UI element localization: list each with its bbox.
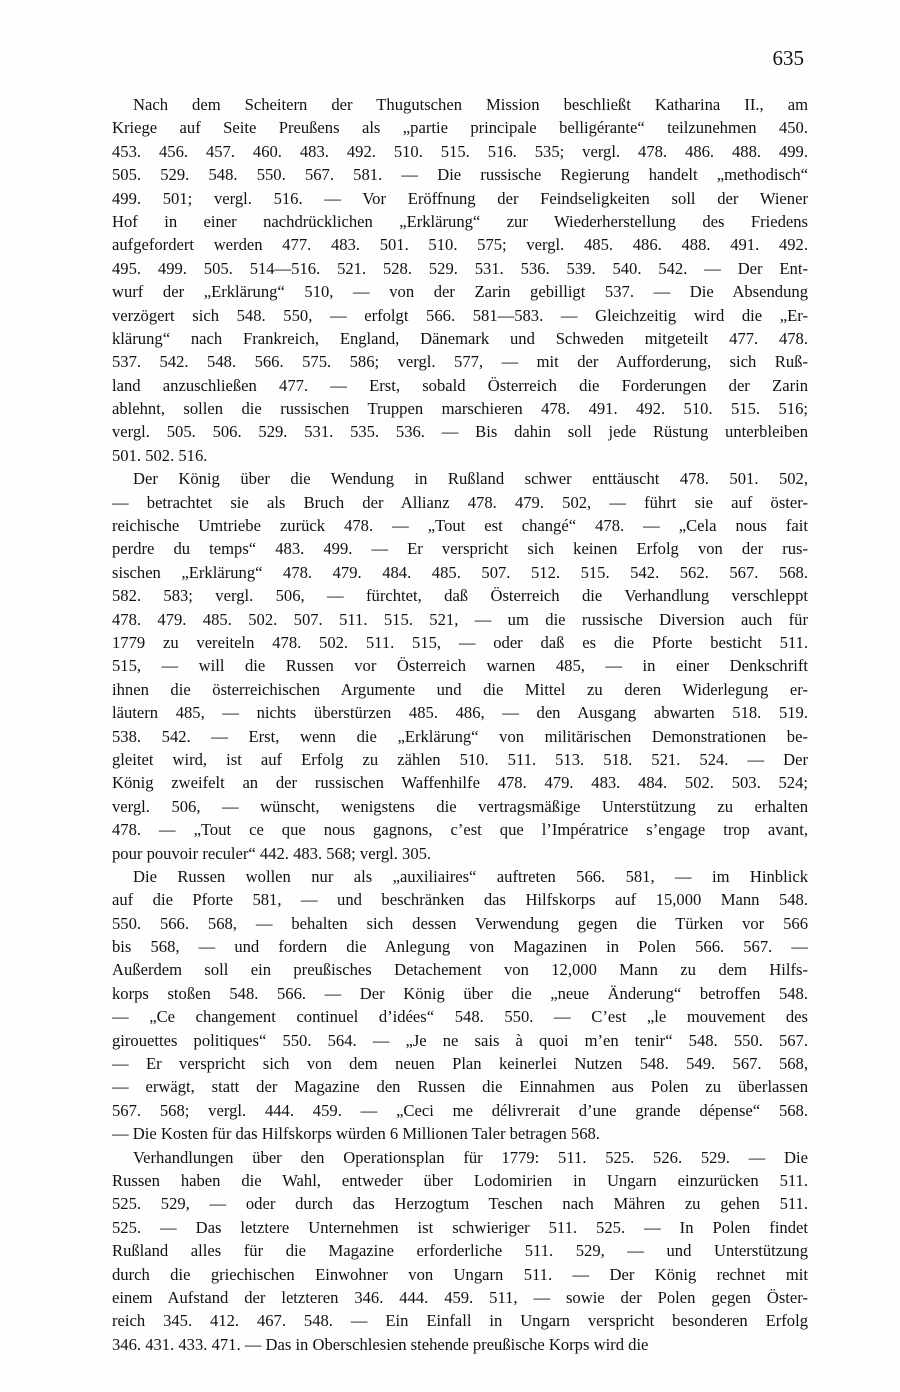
text-line: wurf der „Erklärung“ 510, — von der Zarin gebilligt 537. — Die Absendung [112, 282, 808, 302]
text-line: Hof in einer nachdrücklichen „Erklärung“ zur Wiederherstellung des Friedens [112, 211, 808, 231]
text-line: Verhandlungen über den Operationsplan für 1779: 511. 525. 526. 529. — Die [133, 1147, 808, 1167]
text-line: 515, — will die Russen vor Österreich warnen 485, — in einer Denkschrift [112, 656, 808, 676]
text-line: 505. 529. 548. 550. 567. 581. — Die russische Regierung handelt „methodisch“ [112, 165, 808, 185]
text-line: — erwägt, statt der Magazine den Russen die Einnahmen aus Polen zu überlassen [112, 1077, 808, 1097]
text-line: — Die Kosten für das Hilfskorps würden 6 Millionen Taler betragen 568. [112, 1124, 600, 1144]
text-line: — „Ce changement continuel d’idées“ 548. 550. — C’est „le mouvement des [112, 1007, 808, 1027]
text-line: 346. 431. 433. 471. — Das in Oberschlesien stehende preußische Korps wird die [112, 1334, 649, 1354]
text-line: läutern 485, — nichts überstürzen 485. 486, — den Ausgang abwarten 518. 519. [112, 703, 808, 723]
text-line: 582. 583; vergl. 506, — fürchtet, daß Österreich die Verhandlung verschleppt [112, 586, 808, 606]
text-line: König zweifelt an der russischen Waffenhilfe 478. 479. 483. 484. 502. 503. 524; [112, 773, 808, 793]
page-number: 635 [772, 46, 804, 70]
text-line: korps stoßen 548. 566. — Der König über die „neue Änderung“ betroffen 548. [112, 983, 808, 1003]
text-line: Die Russen wollen nur als „auxiliaires“ auftreten 566. 581, — im Hinblick [133, 866, 808, 886]
text-line: auf die Pforte 581, — und beschränken das Hilfskorps auf 15,000 Mann 548. [112, 890, 808, 910]
text-line: 495. 499. 505. 514—516. 521. 528. 529. 531. 536. 539. 540. 542. — Der Ent- [112, 258, 808, 278]
text-line: klärung“ nach Frankreich, England, Dänemark und Schweden mitgeteilt 477. 478. [112, 328, 808, 348]
text-line: 478. — „Tout ce que nous gagnons, c’est que l’Impératrice s’engage trop avant, [112, 820, 808, 840]
text-line: — betrachtet sie als Bruch der Allianz 478. 479. 502, — führt sie auf öster- [112, 492, 808, 512]
text-line: Russen haben die Wahl, entweder über Lodomirien in Ungarn einzurücken 511. [112, 1170, 808, 1190]
text-line: durch die griechischen Einwohner von Ungarn 511. — Der König rechnet mit [112, 1264, 808, 1284]
text-line: 567. 568; vergl. 444. 459. — „Ceci me délivrerait d’une grande dépense“ 568. [112, 1100, 808, 1120]
text-line: einem Aufstand der letzteren 346. 444. 459. 511, — sowie der Polen gegen Öster- [112, 1287, 808, 1307]
text-line: 538. 542. — Erst, wenn die „Erklärung“ von militärischen Demonstrationen be- [112, 726, 808, 746]
text-line: 550. 566. 568, — behalten sich dessen Verwendung gegen die Türken vor 566 [112, 913, 808, 933]
text-line: perdre du temps“ 483. 499. — Er verspricht sich keinen Erfolg von der rus- [112, 539, 808, 559]
text-line: 1779 zu vereiteln 478. 502. 511. 515, — oder daß es die Pforte besticht 511. [112, 632, 808, 652]
text-line: verzögert sich 548. 550, — erfolgt 566. 581—583. — Gleichzeitig wird die „Er- [112, 305, 808, 325]
text-line: gleitet wird, ist auf Erfolg zu zählen 510. 511. 513. 518. 521. 524. — Der [112, 749, 808, 769]
text-line: reichische Umtriebe zurück 478. — „Tout est changé“ 478. — „Cela nous fait [112, 516, 808, 536]
text-line: 525. 529, — oder durch das Herzogtum Teschen nach Mähren zu gehen 511. [112, 1194, 808, 1214]
text-line: girouettes politiques“ 550. 564. — „Je ne sais à quoi m’en tenir“ 548. 550. 567. [112, 1030, 808, 1050]
text-line: aufgefordert werden 477. 483. 501. 510. 575; vergl. 485. 486. 488. 491. 492. [112, 235, 808, 255]
paragraph [112, 1146, 808, 1357]
text-line: sischen „Erklärung“ 478. 479. 484. 485. 507. 512. 515. 542. 562. 567. 568. [112, 562, 808, 582]
text-line: 525. — Das letztere Unternehmen ist schwieriger 511. 525. — In Polen findet [112, 1217, 808, 1237]
text-line: Der König über die Wendung in Rußland schwer enttäuscht 478. 501. 502, [133, 469, 808, 489]
text-line: reich 345. 412. 467. 548. — Ein Einfall in Ungarn verspricht besonderen Erfolg [112, 1311, 808, 1331]
text-line: 501. 502. 516. [112, 445, 208, 465]
paragraph [112, 93, 808, 467]
text-line: 453. 456. 457. 460. 483. 492. 510. 515. 516. 535; vergl. 478. 486. 488. 499. [112, 141, 808, 161]
text-line: Nach dem Scheitern der Thugutschen Mission beschließt Katharina II., am [133, 95, 808, 114]
body-text [112, 93, 808, 1356]
text-line: Rußland alles für die Magazine erforderliche 511. 529, — und Unterstützung [112, 1241, 808, 1261]
text-line: 537. 542. 548. 566. 575. 586; vergl. 577, — mit der Aufforderung, sich Ruß- [112, 352, 808, 372]
text-line: vergl. 505. 506. 529. 531. 535. 536. — Bis dahin soll jede Rüstung unterbleiben [112, 422, 808, 442]
text-line: pour pouvoir reculer“ 442. 483. 568; vergl. 305. [112, 843, 432, 863]
paragraph [112, 467, 808, 865]
text-line: ablehnt, sollen die russischen Truppen marschieren 478. 491. 492. 510. 515. 516; [112, 399, 808, 419]
text-line: Kriege auf Seite Preußens als „partie principale belligérante“ teilzunehmen 450. [112, 118, 808, 138]
text-line: ihnen die österreichischen Argumente und die Mittel zu deren Widerlegung er- [112, 679, 808, 699]
text-line: land anzuschließen 477. — Erst, sobald Österreich die Forderungen der Zarin [112, 375, 808, 395]
text-line: Außerdem soll ein preußisches Detachement von 12,000 Mann zu dem Hilfs- [112, 960, 808, 980]
text-line: vergl. 506, — wünscht, wenigstens die vertragsmäßige Unterstützung zu erhalten [112, 796, 808, 816]
text-line: — Er verspricht sich von dem neuen Plan keinerlei Nutzen 548. 549. 567. 568, [112, 1054, 808, 1074]
text-line: 478. 479. 485. 502. 507. 511. 515. 521, — um die russische Diversion auch für [112, 609, 808, 629]
text-line: 499. 501; vergl. 516. — Vor Eröffnung der Feindseligkeiten soll der Wiener [112, 188, 808, 208]
text-line: bis 568, — und fordern die Anlegung von Magazinen in Polen 566. 567. — [112, 937, 808, 957]
paragraph [112, 865, 808, 1146]
